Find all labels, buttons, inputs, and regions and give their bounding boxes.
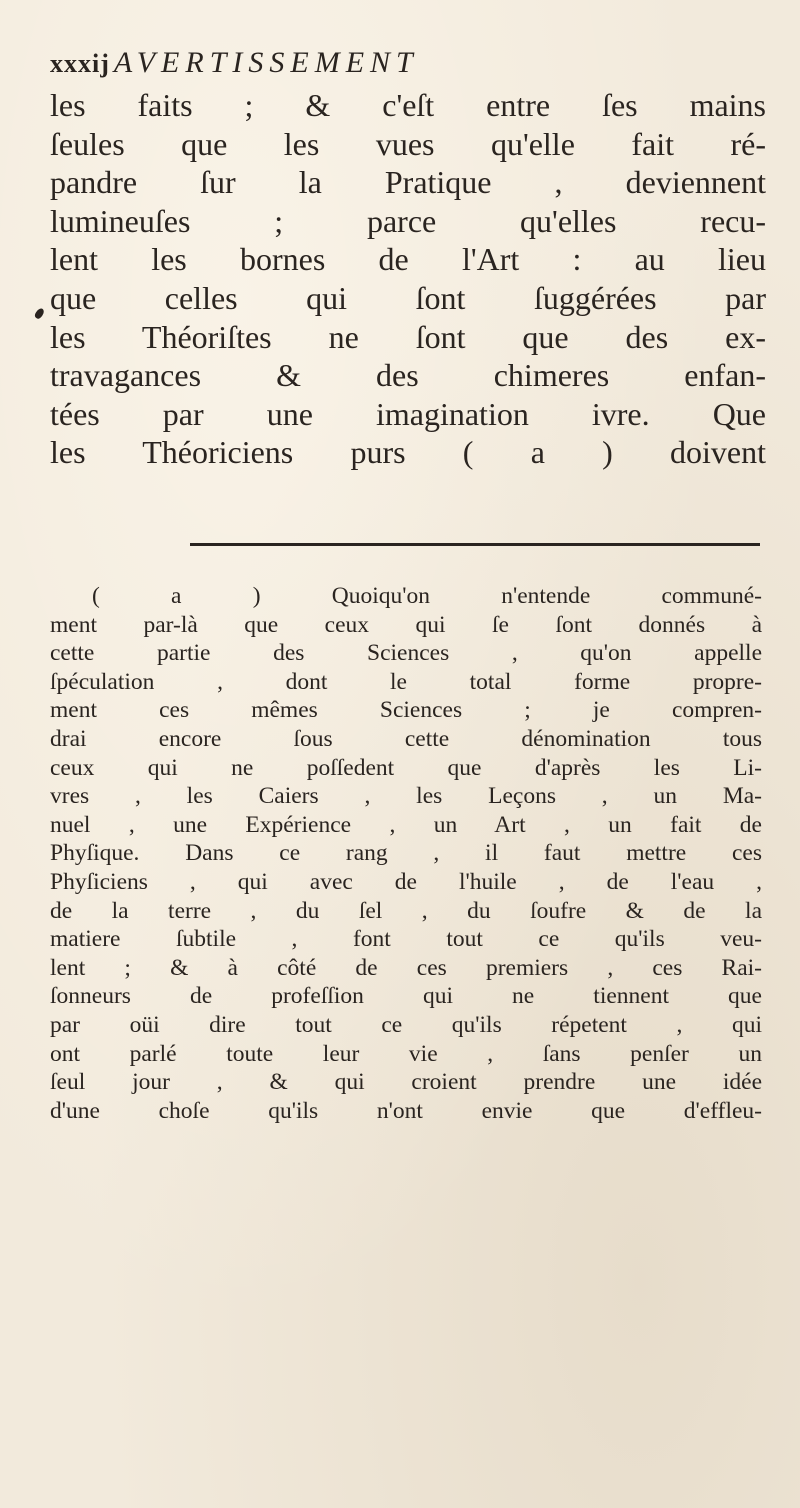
text-line: les Théoriciens purs ( a ) doivent [50,434,766,471]
footnote-line: d'une choſe qu'ils n'ont envie que d'effleu- [50,1097,762,1124]
footnote [50,582,762,1125]
footnote-rule [190,543,760,546]
main-text [50,86,766,472]
text-line: les faits ; & c'eſt entre ſes mains [50,87,766,123]
footnote-line: ceux qui ne poſſedent que d'après les Li- [50,754,762,781]
footnote-line: par oüi dire tout ce qu'ils répetent , qui [50,1011,762,1038]
footnote-line: ſpéculation , dont le total forme propre- [50,668,762,695]
text-line: lumineuſes ; parce qu'elles recu- [50,202,766,239]
footnote-line: Phyſiciens , qui avec de l'huile , de l'eau , [50,868,762,895]
footnote-line: nuel , une Expérience , un Art , un fait de [50,811,762,838]
text-line: ſeules que les vues qu'elle fait ré- [50,125,766,162]
text-line: lent les bornes de l'Art : au lieu [50,241,766,278]
page-number: xxxij [50,49,110,78]
margin-ink-mark [33,307,45,320]
footnote-line: drai encore ſous cette dénomination tous [50,725,762,752]
footnote-line: ſonneurs de profeſſion qui ne tiennent que [50,983,762,1010]
footnote-line: ( a ) Quoiqu'on n'entende communé- [92,583,762,609]
text-line: pandre ſur la Pratique , deviennent [50,164,766,201]
text-line: tées par une imagination ivre. Que [50,395,766,432]
footnote-line: ſeul jour , & qui croient prendre une idée [50,1069,762,1096]
footnote-line: ment ces mêmes Sciences ; je compren- [50,697,762,724]
footnote-line: lent ; & à côté de ces premiers , ces Rai- [50,954,762,981]
text-line: que celles qui ſont ſuggérées par [50,279,766,316]
footnote-line: vres , les Caiers , les Leçons , un Ma- [50,783,762,810]
text-line: les Théoriſtes ne ſont que des ex- [50,318,766,355]
running-title: AVERTISSEMENT [113,46,419,79]
footnote-line: ment par-là que ceux qui ſe ſont donnés à [50,611,762,638]
footnote-line: cette partie des Sciences , qu'on appelle [50,640,762,667]
footnote-line: ont parlé toute leur vie , ſans penſer un [50,1040,762,1067]
text-line: travagances & des chimeres enfan- [50,357,766,394]
page-header [50,46,419,80]
footnote-line: Phyſique. Dans ce rang , il faut mettre ces [50,840,762,867]
footnote-line: matiere ſubtile , font tout ce qu'ils veu- [50,926,762,953]
footnote-line: de la terre , du ſel , du ſoufre & de la [50,897,762,924]
